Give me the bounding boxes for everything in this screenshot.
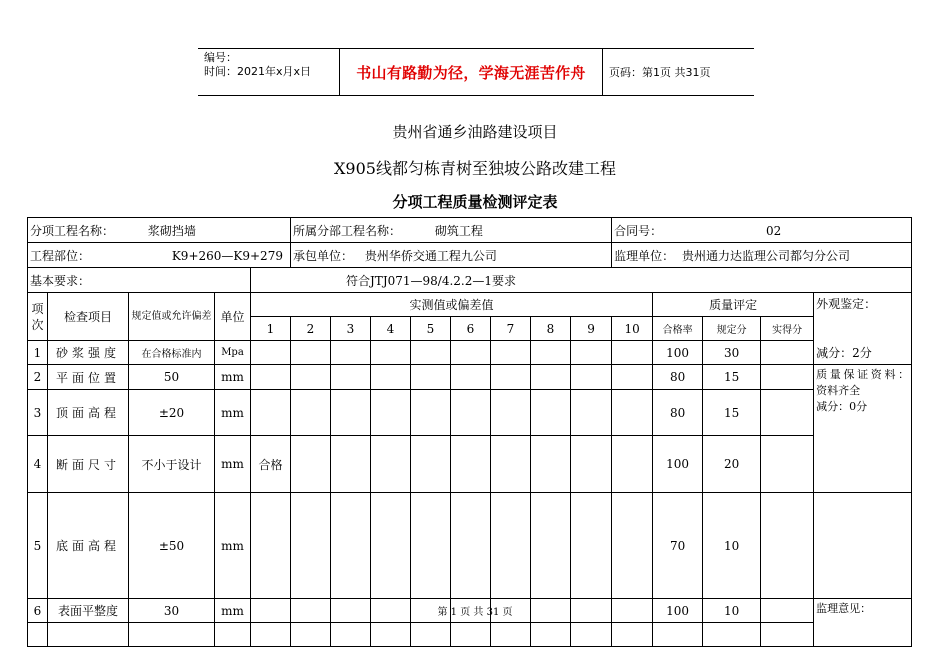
row-no: 6 (28, 599, 48, 623)
row-no: 4 (28, 436, 48, 493)
parent-value: 砌筑工程 (434, 223, 483, 238)
table-row-empty (28, 623, 912, 647)
docs-cell (814, 365, 912, 493)
row-no: 1 (28, 341, 48, 365)
form-title: 分项工程质量检测评定表 (392, 193, 558, 211)
row-rate: 80 (653, 365, 703, 390)
parent-label: 所属分部工程名称： (293, 223, 402, 238)
serial-label: 编号： (204, 51, 237, 64)
col-m-3: 3 (331, 317, 371, 341)
col-m-1: 1 (251, 317, 291, 341)
subitem-value: 浆砌挡墙 (147, 223, 196, 238)
row-no: 3 (28, 390, 48, 436)
col-quality-header: 质量评定 (653, 293, 814, 317)
row-rate: 100 (653, 341, 703, 365)
quality-table (27, 217, 912, 647)
table-row (28, 390, 912, 436)
location-value: K9+260—K9+279 (171, 248, 283, 263)
basic-row (28, 268, 912, 293)
info-row-2 (28, 243, 912, 268)
contract-value: 02 (765, 223, 782, 238)
row-unit: mm (215, 365, 251, 390)
row-no: 2 (28, 365, 48, 390)
row-score: 10 (703, 599, 761, 623)
row-item: 平面位置 (48, 365, 129, 390)
col-pass-rate: 合格率 (653, 317, 703, 341)
row-spec: ±50 (129, 493, 215, 599)
opinion-label: 监理意见： (816, 602, 872, 615)
row-score: 20 (703, 436, 761, 493)
section-title: X905线都匀栋青树至独坡公路改建工程 (334, 159, 616, 178)
row-actual (761, 436, 814, 493)
col-score: 规定分 (703, 317, 761, 341)
table-row (28, 493, 912, 599)
row-actual (761, 365, 814, 390)
row-m1 (251, 493, 291, 599)
col-m-10: 10 (612, 317, 653, 341)
row-unit: mm (215, 493, 251, 599)
row-spec: 30 (129, 599, 215, 623)
info-row-1 (28, 218, 912, 243)
contractor-cell (291, 243, 612, 268)
subitem-label: 分项工程名称： (30, 223, 115, 238)
column-header-row-1 (28, 293, 912, 317)
location-label: 工程部位： (30, 248, 91, 263)
col-m-5: 5 (411, 317, 451, 341)
table-row (28, 341, 912, 365)
row-rate: 70 (653, 493, 703, 599)
row-item: 断面尺寸 (48, 436, 129, 493)
supervisor-label: 监理单位： (614, 248, 675, 263)
row-actual (761, 493, 814, 599)
row-score: 10 (703, 493, 761, 599)
supervisor-value: 贵州通力达监理公司都匀分公司 (681, 248, 850, 263)
col-m-9: 9 (571, 317, 612, 341)
subitem-cell (28, 218, 291, 243)
row-item: 顶面高程 (48, 390, 129, 436)
docs-status: 资料齐全 (816, 384, 861, 397)
contract-label: 合同号： (614, 223, 663, 238)
docs-label: 质量保证资料： (816, 368, 910, 381)
col-measured-header: 实测值或偏差值 (251, 293, 653, 317)
docs-deduct: 减分：0分 (816, 400, 868, 413)
col-item-header: 检查项目 (48, 293, 129, 341)
row-unit: mm (215, 599, 251, 623)
row-actual (761, 341, 814, 365)
col-m-8: 8 (531, 317, 571, 341)
row-item: 砂浆强度 (48, 341, 129, 365)
basic-value: 符合JTJ071—98/4.2.2—1要求 (251, 268, 912, 293)
contractor-value: 贵州华侨交通工程九公司 (364, 248, 497, 263)
parent-cell (291, 218, 612, 243)
col-unit-header: 单位 (215, 293, 251, 341)
contractor-label: 承包单位： (293, 248, 354, 263)
row-rate: 100 (653, 436, 703, 493)
col-spec-header: 规定值或允许偏差 (129, 293, 215, 341)
time-label: 时间：2021年x月x日 (204, 65, 312, 78)
col-m-2: 2 (291, 317, 331, 341)
row-m1 (251, 390, 291, 436)
row-score: 30 (703, 341, 761, 365)
row-unit: mm (215, 436, 251, 493)
contract-cell (612, 218, 912, 243)
row-spec: 不小于设计 (129, 436, 215, 493)
row-score: 15 (703, 390, 761, 436)
basic-label: 基本要求： (28, 268, 251, 293)
location-cell (28, 243, 291, 268)
row-item: 底面高程 (48, 493, 129, 599)
col-m-4: 4 (371, 317, 411, 341)
table-row (28, 365, 912, 390)
col-m-7: 7 (491, 317, 531, 341)
row-m1: 合格 (251, 436, 291, 493)
page-footer: 第 1 页 共 31 页 (437, 607, 513, 618)
table-row (28, 436, 912, 493)
row-spec: 50 (129, 365, 215, 390)
row-rate: 80 (653, 390, 703, 436)
header-meta (198, 49, 339, 95)
row-spec: 在合格标准内 (129, 341, 215, 365)
row-m1 (251, 341, 291, 365)
row-spec: ±20 (129, 390, 215, 436)
row-actual (761, 390, 814, 436)
row-unit: Mpa (215, 341, 251, 365)
motto-text: 书山有路勤为径，学海无涯苦作舟 (339, 49, 603, 95)
col-m-6: 6 (451, 317, 491, 341)
project-title: 贵州省通乡油路建设项目 (392, 123, 558, 141)
row-score: 15 (703, 365, 761, 390)
row-m1 (251, 365, 291, 390)
page-header (198, 48, 754, 96)
row-unit: mm (215, 390, 251, 436)
row-item: 表面平整度 (48, 599, 129, 623)
row-no: 5 (28, 493, 48, 599)
supervisor-cell (612, 243, 912, 268)
col-actual: 实得分 (761, 317, 814, 341)
appearance-cell (814, 293, 912, 365)
appearance-label: 外观鉴定： (816, 297, 877, 311)
page-label: 页码：第1页 共31页 (609, 66, 711, 79)
row-rate: 100 (653, 599, 703, 623)
appearance-deduct: 减分：2分 (816, 346, 872, 360)
col-no-header: 项次 (28, 293, 48, 341)
